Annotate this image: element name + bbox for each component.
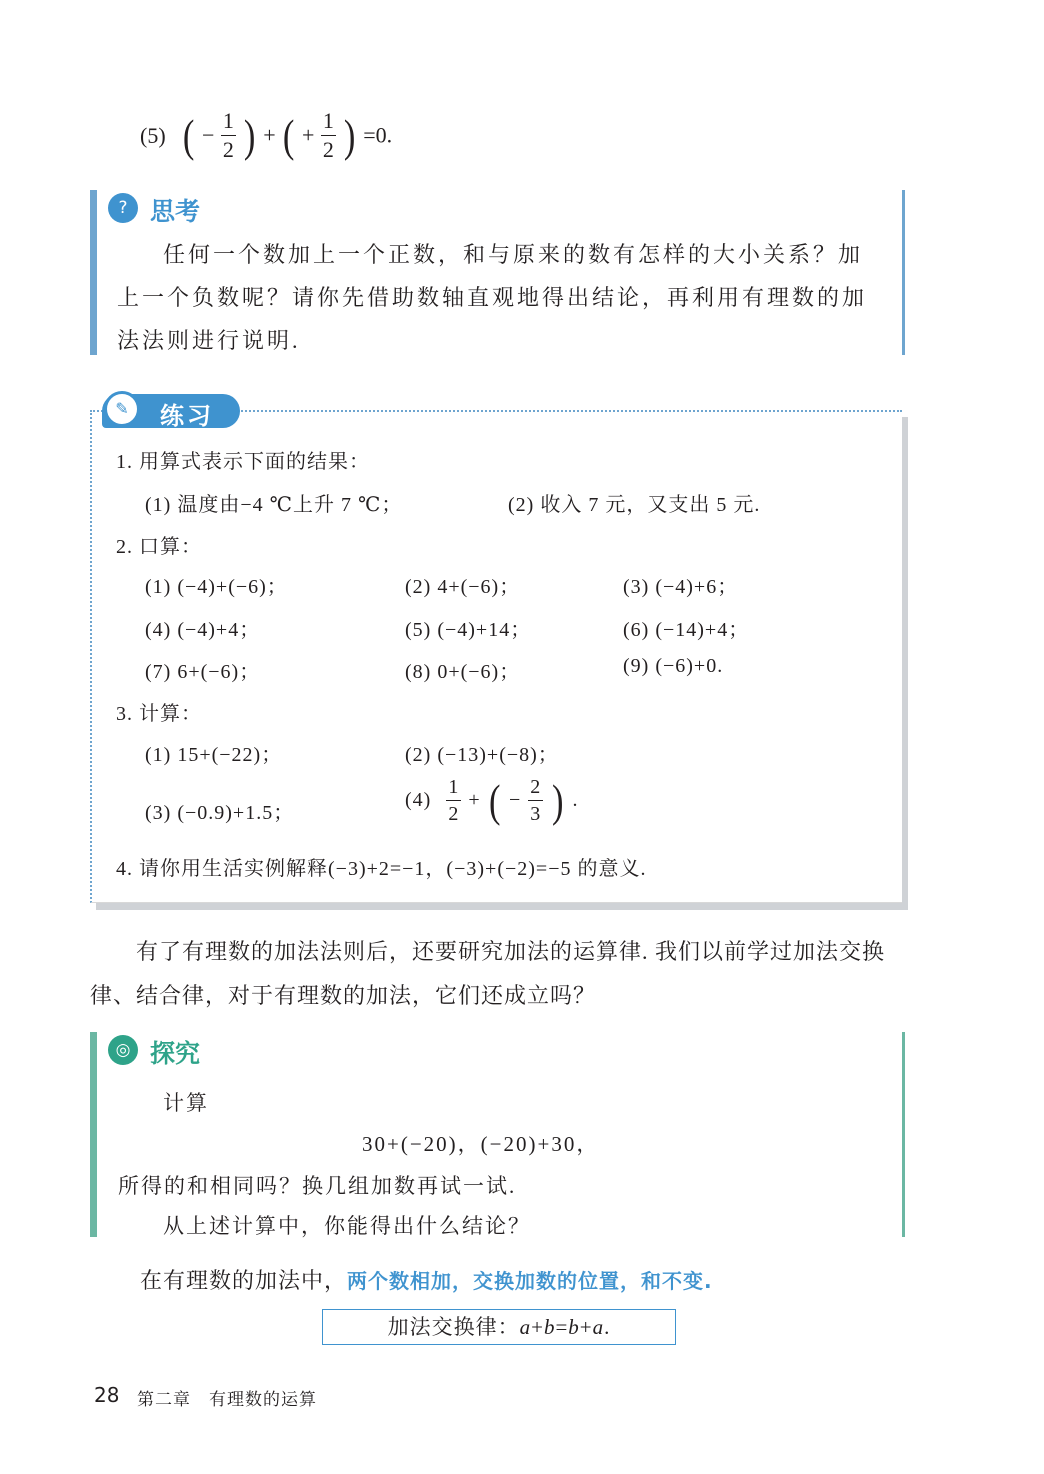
lightbulb-icon: ?: [108, 193, 138, 223]
fraction-one-half: $\frac{1}{2}$: [322, 108, 334, 162]
paren-open: (: [183, 109, 195, 161]
chapter-title: 第二章 有理数的运算: [137, 1390, 317, 1410]
plus-sign: +: [301, 122, 315, 148]
think-bar-left: [90, 190, 97, 355]
question-1a: (1) 温度由−4 ℃上升 7 ℃；: [145, 494, 403, 516]
list-item: (4) (−4)+4；: [145, 619, 261, 641]
think-title: 思考: [150, 197, 201, 226]
list-item: (5) (−4)+14；: [405, 619, 532, 641]
question-1: 1. 用算式表示下面的结果：: [116, 451, 370, 473]
paren-open: (: [283, 109, 295, 161]
question-1b: (2) 收入 7 元，又支出 5 元.: [508, 494, 761, 516]
question-2: 2. 口算：: [116, 536, 202, 558]
body-paragraph: 有了有理数的加法法则后，还要研究加法的运算律. 我们以前学过加法交换律、结合律，对于有理数的加法，它们还成立吗？: [90, 939, 886, 1008]
think-text: 任何一个数加上一个正数，和与原来的数有怎样的大小关系？加上一个负数呢？请你先借助数轴直观地得出结论，再利用有理数的加法法则进行说明.: [117, 242, 868, 353]
law-label: 加法交换律：: [387, 1315, 520, 1339]
formula-tail: =0.: [363, 122, 393, 148]
list-item: (1) (−4)+(−6)；: [145, 576, 288, 598]
fraction-one-half: $\frac{1}{2}$: [222, 108, 234, 162]
plus-sign: +: [468, 789, 481, 811]
list-item: (2) (−13)+(−8)；: [405, 744, 559, 766]
list-item: (3) (−0.9)+1.5；: [145, 802, 295, 824]
question-4: 4. 请你用生活实例解释(−3)+2=−1，(−3)+(−2)=−5 的意义.: [116, 858, 647, 880]
fraction-two-thirds: $\frac{2}{3}$: [530, 776, 542, 825]
minus-sign: −: [201, 122, 215, 148]
period: .: [572, 789, 579, 811]
plus-sign: +: [263, 122, 276, 148]
commutative-law-box: 加法交换律：a+b=b+a.: [322, 1309, 676, 1345]
list-item: (6) (−14)+4；: [623, 619, 750, 641]
list-item: (1) 15+(−22)；: [145, 744, 283, 766]
formula-5: [140, 110, 392, 161]
paren-close: ): [244, 109, 256, 161]
list-item: (3) (−4)+6；: [623, 576, 739, 598]
think-bar-right: [902, 190, 905, 355]
rule-text: [140, 1264, 713, 1295]
list-item: (7) 6+(−6)；: [145, 661, 261, 683]
practice-title: 练习: [160, 402, 214, 430]
explore-formula: 30+(−20)，(−20)+30，: [362, 1132, 600, 1156]
fraction-one-half: $\frac{1}{2}$: [448, 776, 460, 825]
explore-title: 探究: [150, 1039, 201, 1068]
explore-line-2: 所得的和相同吗？换几组加数再试一试.: [118, 1174, 517, 1198]
magnifier-icon: ◎: [108, 1035, 138, 1065]
list-item: (8) 0+(−6)；: [405, 661, 521, 683]
minus-sign: −: [508, 789, 522, 811]
question-3: 3. 计算：: [116, 703, 202, 725]
question-3-4: [405, 774, 579, 826]
pencil-icon: ✎: [104, 391, 140, 427]
list-item: (9) (−6)+0.: [623, 655, 724, 677]
list-item: (2) 4+(−6)；: [405, 576, 521, 598]
rule-highlight: 两个数相加，交换加数的位置，和不变.: [347, 1269, 713, 1293]
rule-prefix: 在有理数的加法中，: [140, 1268, 348, 1293]
explore-line-3: 从上述计算中，你能得出什么结论？: [163, 1214, 531, 1238]
paren-close: ): [344, 109, 356, 161]
paren-open: (: [488, 774, 501, 826]
explore-bar-left: [90, 1032, 97, 1237]
explore-bar-right: [902, 1032, 905, 1237]
page-number: 28: [94, 1383, 120, 1407]
item-label: (4): [405, 789, 432, 811]
formula-label: (5): [140, 122, 166, 148]
paren-close: ): [552, 774, 565, 826]
explore-line-1: 计算: [163, 1091, 209, 1115]
